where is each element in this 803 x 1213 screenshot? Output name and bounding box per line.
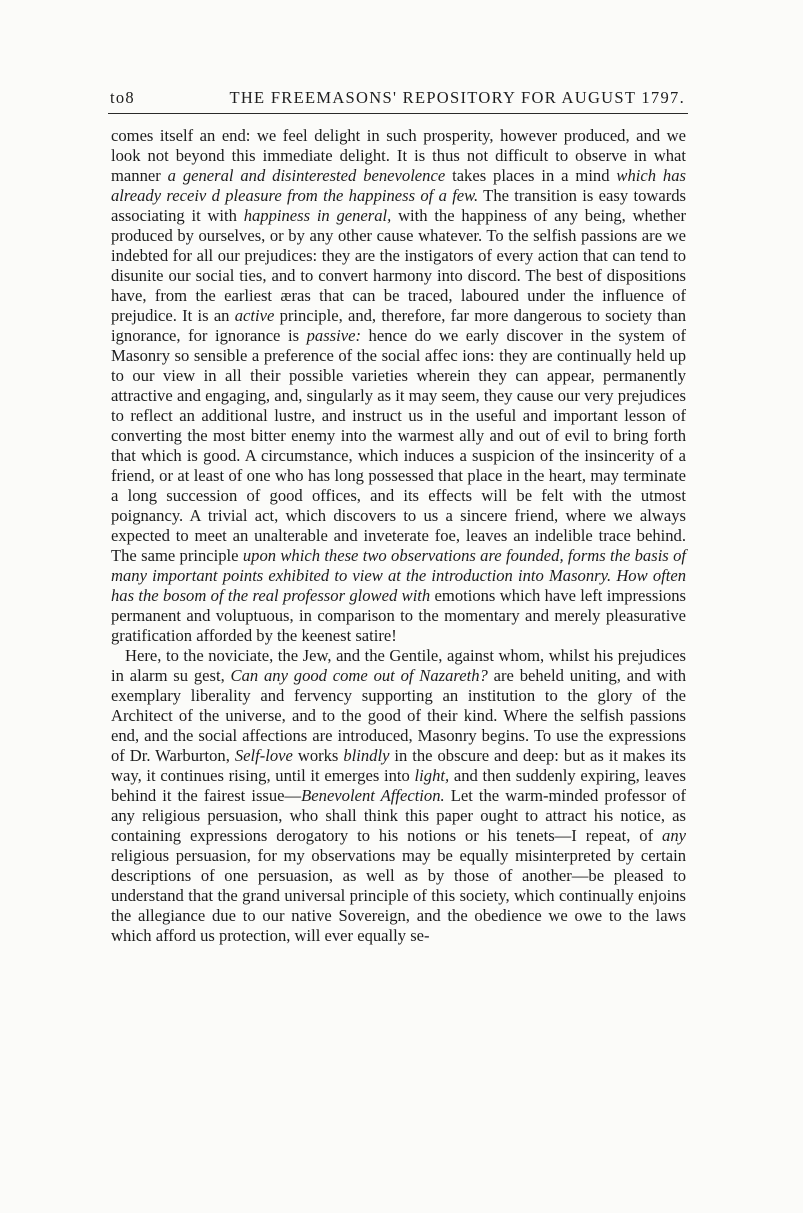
run: in the obscure and deep: but as it makes its way, it continues rising, until it emerges into (111, 746, 687, 785)
header-rule (108, 113, 688, 114)
run-italic: Self-love (234, 746, 293, 765)
run: takes places in a mind (445, 166, 617, 185)
running-title: THE FREEMASONS' REPOSITORY FOR AUGUST 1797. (229, 88, 685, 107)
run-italic: any (662, 826, 686, 845)
run: The transition is easy towards associating it with (111, 186, 686, 225)
page-number: to8 (110, 88, 135, 107)
article-body (111, 126, 686, 946)
running-header (110, 88, 685, 108)
run-italic: active (234, 306, 275, 325)
run: hence do we early discover in the system of Masonry so sensible a preference of the social affec ions: they are continually held up to our view in all their possible varieties wherein they can appear, permanently attractive and engaging, and, singularly as it may seem, they cause our very prejudices to reflect an additional lustre, and instruct us in the useful and important lesson of converting the most bitter enemy into the warmest ally and out of evil to bring forth that which is good. A circumstance, which induces a suspicion of the insincerity of a friend, or at least of one who has long possessed that place in the heart, may terminate a long succession of good offices, and its effects will be felt with the utmost poignancy. A trivial act, which discovers to us a sincere friend, where we always expected to meet an unalterable and inveterate foe, leaves an indelible trace behind. The same principle (111, 326, 686, 565)
run: Here, to the noviciate, the Jew, and the Gentile, against whom, whilst his prejudices in alarm su gest, (111, 646, 686, 685)
run: comes itself an end: we feel delight in such prosperity, however produced, and we look not beyond this immediate delight. It is thus not difficult to observe in what manner (111, 126, 686, 185)
run: and then suddenly expiring, leaves behind it the fairest issue— (111, 766, 686, 805)
run: Let the warm-minded professor of any religious persuasion, who shall think this paper ought to attract his notice, as containing expressions derogatory to his notions or his tenets—I repeat, of (111, 786, 687, 845)
run-italic: passive: (306, 326, 361, 345)
run-italic: which has already receiv d pleasure from the happiness of a few. (111, 166, 686, 205)
run-italic: a general and disinterested benevolence (167, 166, 446, 185)
run-italic: happiness in general, (243, 206, 392, 225)
run: principle, and, therefore, far more dangerous to society than ignorance, for ignorance is (111, 306, 686, 345)
run: emotions which have left impressions permanent and voluptuous, in comparison to the momentary and merely pleasurative gratification afforded by the keenest satire! (111, 586, 686, 645)
run: with the happiness of any being, whether produced by ourselves, or by any other cause whatever. To the selfish passions are we indebted for all our prejudices: they are the instigators of every action that can tend to disunite our social ties, and to convert harmony into discord. The best of dispositions have, from the earliest æras that can be traced, laboured under the influence of prejudice. It is an (111, 206, 687, 325)
run-italic: blindly (343, 746, 390, 765)
run: religious persuasion, for my observations may be equally misinterpreted by certain descriptions of one persuasion, as well as by those of another—be pleased to understand that the grand universal principle of this society, which continually enjoins the allegiance due to our native Sovereign, and the obedience we owe to the laws which afford us protection, will ever equally se- (111, 846, 686, 945)
run: are beheld uniting, and with exemplary liberality and fervency supporting an institution to the glory of the Architect of the universe, and to the good of their kind. Where the selfish passions end, and the social affections are introduced, Masonry begins. To use the expressions of Dr. Warburton, (111, 666, 686, 765)
paragraph-2 (111, 646, 686, 946)
run-italic: light, (414, 766, 450, 785)
run-italic: upon which these two observations are founded, forms the basis of many important points exhibited to view at the introduction into Masonry. How often has the bosom of the real professor glowed with (111, 546, 686, 605)
run-italic: Can any good come out of Nazareth? (230, 666, 488, 685)
run-italic: Benevolent Affection. (301, 786, 445, 805)
paragraph-1 (111, 126, 686, 646)
run: works (292, 746, 344, 765)
